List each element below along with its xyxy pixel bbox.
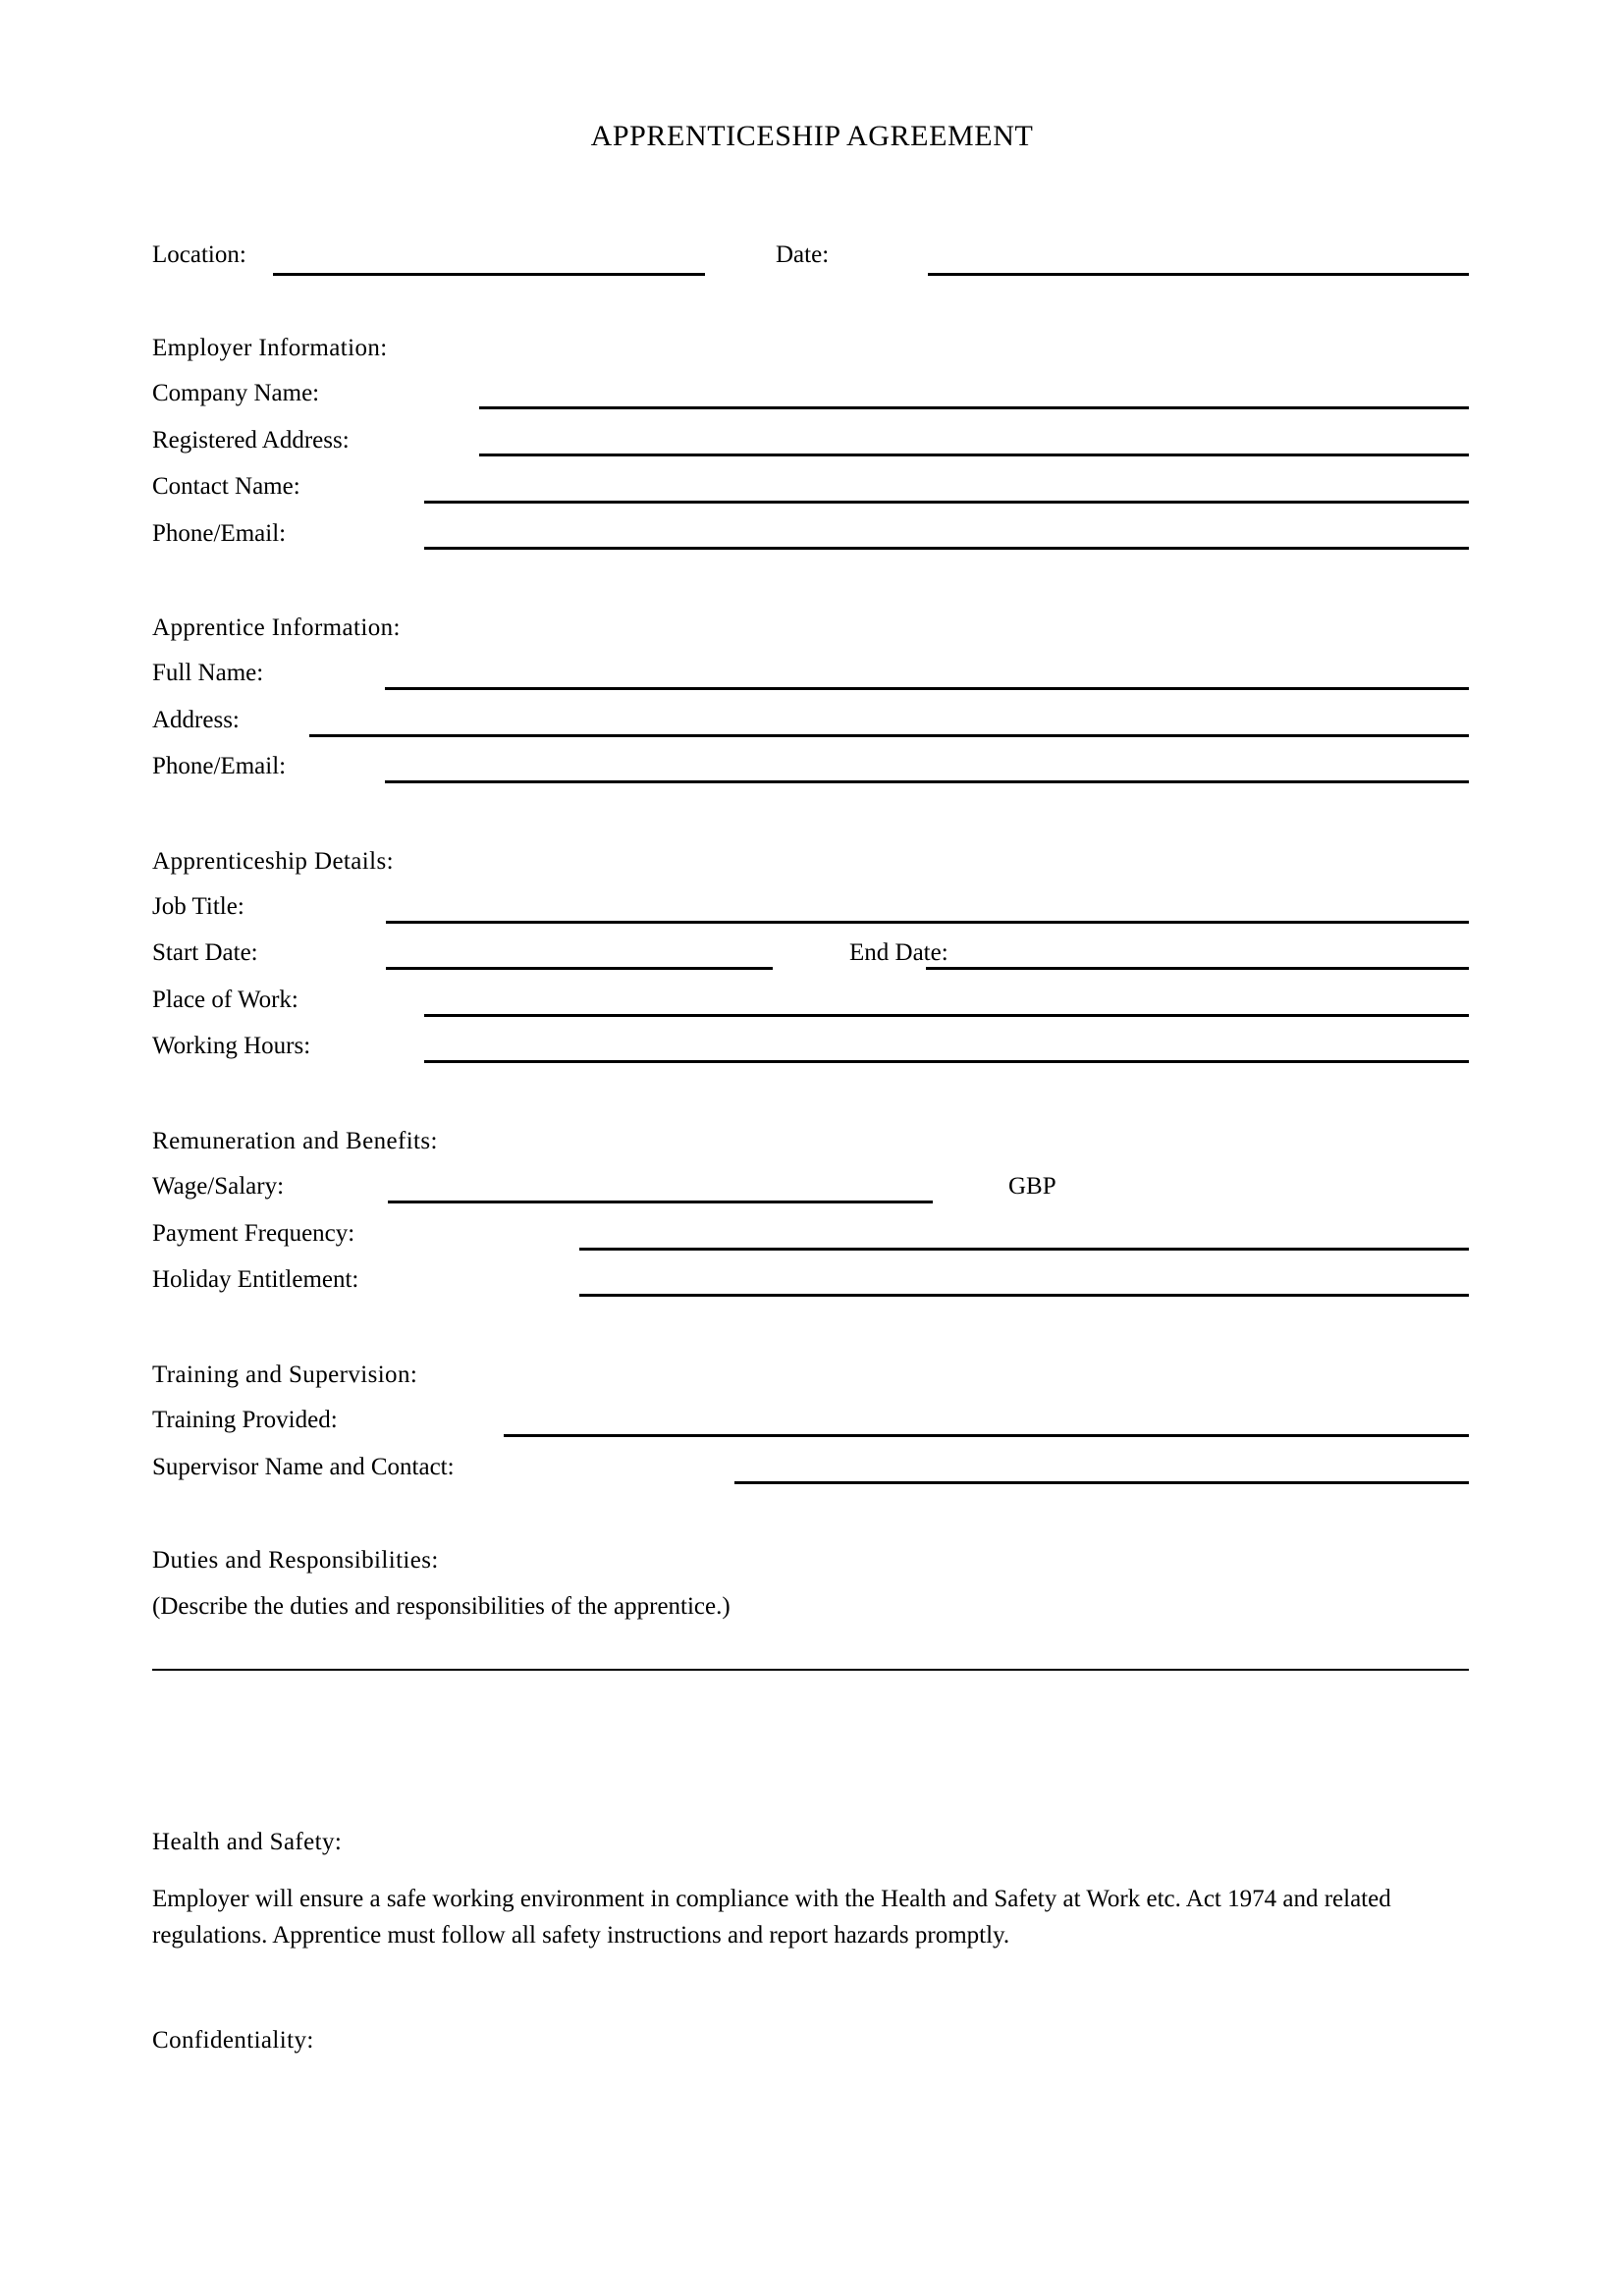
currency-label: GBP xyxy=(1008,1173,1056,1200)
apprentice-address-input-line[interactable] xyxy=(309,734,1469,737)
registered-address-input-line[interactable] xyxy=(479,454,1469,456)
apprentice-phone-email-label: Phone/Email: xyxy=(152,753,287,779)
location-input-line[interactable] xyxy=(273,273,705,276)
training-section-heading: Training and Supervision: xyxy=(152,1362,418,1388)
wage-salary-label: Wage/Salary: xyxy=(152,1173,285,1200)
date-label: Date: xyxy=(776,241,830,268)
place-of-work-label: Place of Work: xyxy=(152,987,298,1013)
details-section-heading: Apprenticeship Details: xyxy=(152,848,394,875)
location-label: Location: xyxy=(152,241,246,268)
wage-salary-input-line[interactable] xyxy=(388,1201,933,1203)
job-title-label: Job Title: xyxy=(152,893,244,920)
duties-section-heading: Duties and Responsibilities: xyxy=(152,1547,439,1574)
duties-instruction-text: (Describe the duties and responsibilities of the apprentice.) xyxy=(152,1593,731,1620)
training-provided-input-line[interactable] xyxy=(504,1434,1469,1437)
apprentice-address-label: Address: xyxy=(152,707,240,733)
remuneration-section-heading: Remuneration and Benefits: xyxy=(152,1128,438,1154)
employer-phone-email-label: Phone/Email: xyxy=(152,520,287,547)
place-of-work-input-line[interactable] xyxy=(424,1014,1469,1017)
full-name-label: Full Name: xyxy=(152,660,264,686)
payment-frequency-label: Payment Frequency: xyxy=(152,1220,355,1247)
registered-address-label: Registered Address: xyxy=(152,427,350,454)
duties-input-line[interactable] xyxy=(152,1669,1469,1671)
employer-section-heading: Employer Information: xyxy=(152,335,388,361)
holiday-entitlement-input-line[interactable] xyxy=(579,1294,1469,1297)
training-provided-label: Training Provided: xyxy=(152,1407,338,1433)
working-hours-input-line[interactable] xyxy=(424,1060,1469,1063)
company-name-label: Company Name: xyxy=(152,380,320,406)
contact-name-label: Contact Name: xyxy=(152,473,300,500)
date-input-line[interactable] xyxy=(928,273,1469,276)
working-hours-label: Working Hours: xyxy=(152,1033,311,1059)
job-title-input-line[interactable] xyxy=(386,921,1469,924)
start-date-label: Start Date: xyxy=(152,939,258,966)
employer-phone-email-input-line[interactable] xyxy=(424,547,1469,550)
holiday-entitlement-label: Holiday Entitlement: xyxy=(152,1266,359,1293)
company-name-input-line[interactable] xyxy=(479,406,1469,409)
end-date-input-line[interactable] xyxy=(926,967,1469,970)
payment-frequency-input-line[interactable] xyxy=(579,1248,1469,1251)
full-name-input-line[interactable] xyxy=(385,687,1469,690)
apprentice-section-heading: Apprentice Information: xyxy=(152,614,401,641)
apprentice-phone-email-input-line[interactable] xyxy=(385,780,1469,783)
contact-name-input-line[interactable] xyxy=(424,501,1469,504)
page-title: APPRENTICESHIP AGREEMENT xyxy=(590,120,1034,152)
supervisor-name-contact-label: Supervisor Name and Contact: xyxy=(152,1454,455,1480)
health-safety-body-text: Employer will ensure a safe working environment in compliance with the Health and Safety at Work etc. Act 1974 and related regulations. Apprentice must follow all safety instructions and report hazards promptly. xyxy=(152,1886,1391,1949)
confidentiality-section-heading: Confidentiality: xyxy=(152,2027,314,2054)
start-date-input-line[interactable] xyxy=(386,967,773,970)
health-safety-section-heading: Health and Safety: xyxy=(152,1829,343,1855)
end-date-label: End Date: xyxy=(849,939,948,966)
supervisor-name-contact-input-line[interactable] xyxy=(734,1481,1469,1484)
